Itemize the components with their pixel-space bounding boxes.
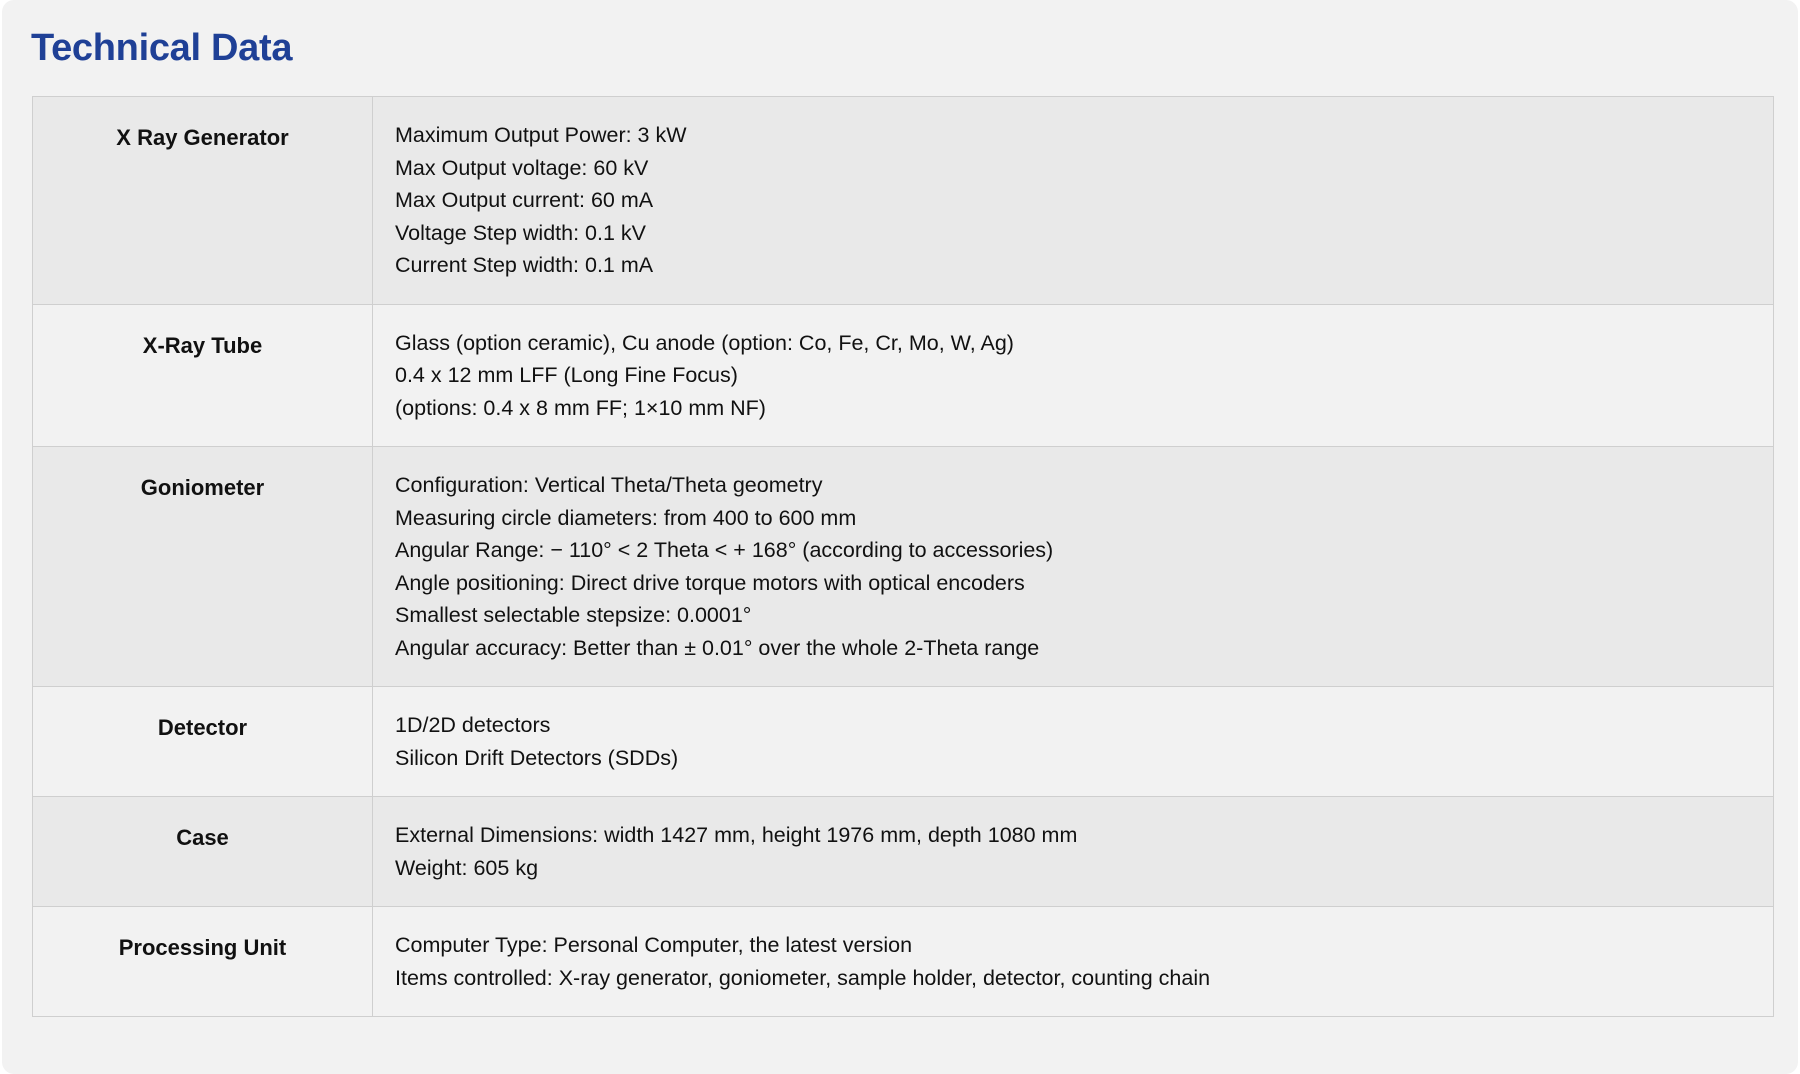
page-title: Technical Data <box>31 27 293 69</box>
table-row-goniometer <box>33 447 1774 687</box>
row-values <box>373 97 1774 305</box>
row-label: Detector <box>33 687 373 797</box>
spec-line: 1D/2D detectors <box>395 713 551 737</box>
row-values <box>373 447 1774 687</box>
row-values <box>373 687 1774 797</box>
spec-line: Computer Type: Personal Computer, the latest version <box>395 933 913 957</box>
spec-line: 0.4 x 12 mm LFF (Long Fine Focus) <box>395 363 738 387</box>
row-values <box>373 907 1774 1017</box>
row-label: X-Ray Tube <box>33 304 373 447</box>
spec-line: (options: 0.4 x 8 mm FF; 1×10 mm NF) <box>395 395 766 420</box>
technical-data-panel <box>2 0 1798 1074</box>
table-row-case <box>33 797 1774 907</box>
spec-line: Configuration: Vertical Theta/Theta geometry <box>395 473 823 497</box>
spec-line: Measuring circle diameters: from 400 to 600 mm <box>395 505 857 530</box>
row-label: Case <box>33 797 373 907</box>
spec-line: Max Output voltage: 60 kV <box>395 155 649 180</box>
row-label: X Ray Generator <box>33 97 373 305</box>
spec-line: Angular accuracy: Better than ± 0.01° over the whole 2-Theta range <box>395 635 1040 660</box>
spec-line: Glass (option ceramic), Cu anode (option: Co, Fe, Cr, Mo, W, Ag) <box>395 330 1014 355</box>
spec-line: Items controlled: X-ray generator, goniometer, sample holder, detector, counting chain <box>395 965 1211 990</box>
spec-line: Max Output current: 60 mA <box>395 188 654 212</box>
row-label: Goniometer <box>33 447 373 687</box>
spec-line: Current Step width: 0.1 mA <box>395 253 654 277</box>
row-values <box>373 797 1774 907</box>
spec-line: Angle positioning: Direct drive torque motors with optical encoders <box>395 570 1025 595</box>
spec-line: External Dimensions: width 1427 mm, height 1976 mm, depth 1080 mm <box>395 823 1078 847</box>
table-row-x-ray-generator <box>33 97 1774 305</box>
spec-line: Weight: 605 kg <box>395 855 539 880</box>
row-label: Processing Unit <box>33 907 373 1017</box>
table-row-x-ray-tube <box>33 304 1774 447</box>
spec-line: Maximum Output Power: 3 kW <box>395 123 687 147</box>
technical-data-table <box>32 96 1774 1017</box>
spec-line: Silicon Drift Detectors (SDDs) <box>395 745 679 770</box>
spec-line: Smallest selectable stepsize: 0.0001° <box>395 603 752 627</box>
spec-line: Voltage Step width: 0.1 kV <box>395 220 646 245</box>
table-row-detector <box>33 687 1774 797</box>
spec-line: Angular Range: − 110° < 2 Theta < + 168° (according to accessories) <box>395 538 1054 562</box>
row-values <box>373 304 1774 447</box>
table-row-processing-unit <box>33 907 1774 1017</box>
